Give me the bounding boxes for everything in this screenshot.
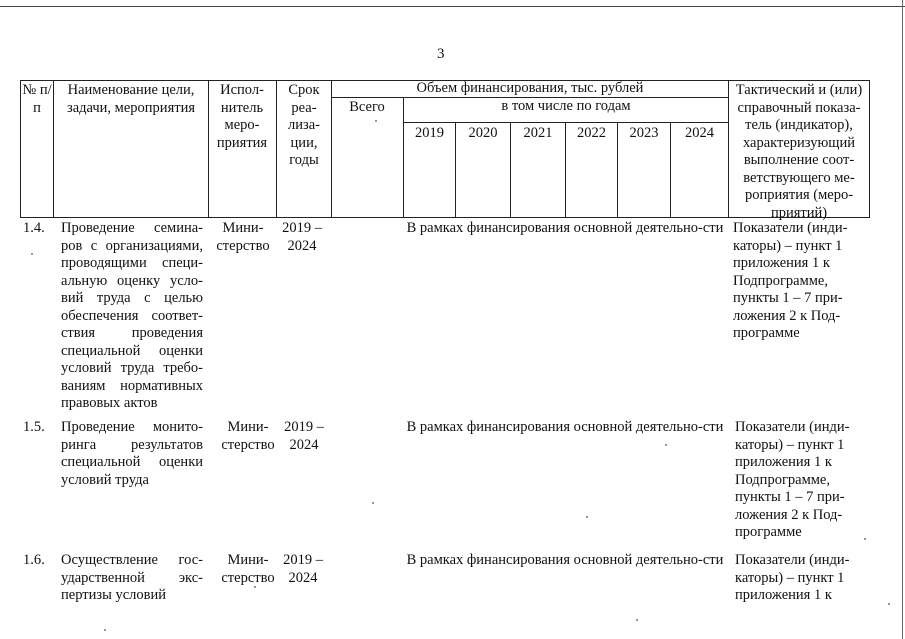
row-number: 1.4. (23, 220, 45, 236)
header-indicator: Тактический и (или) справочный показа-тель (индикатор), характеризующий выполнение соот-ветствующего ме-роприятия (меро-приятий) (735, 82, 863, 221)
header-funding: Объем финансирования, тыс. рублей (416, 80, 644, 96)
header-year-2020: 2020 (468, 125, 498, 141)
row-funding: В рамках финансирования основной деятельно-сти (406, 552, 724, 568)
row-term: 2019 – 2024 (284, 419, 324, 453)
header-year-2022: 2022 (577, 125, 606, 141)
page-top-edge (0, 6, 905, 7)
row-name: Осуществление гос-ударственной экс-пертизы условий (61, 552, 203, 603)
header-executor: Испол-нитель меро-приятия (216, 82, 268, 151)
row-term: 2019 – 2024 (283, 552, 323, 586)
row-name: Проведение семина-ров с организациями, проводящими специ-альную оценку усло-вий труда с целью обеспечения соответ-ствия проведения специальной оценки условий труда требо-ваниям нормативных правовых актов (61, 220, 203, 411)
row-indicator: Показатели (инди-каторы) – пункт 1 приложения 1 к (735, 552, 850, 603)
header-total: Всего (349, 99, 385, 115)
page-right-edge (902, 0, 903, 639)
header-year-2019: 2019 (415, 125, 444, 141)
header-year-2021: 2021 (523, 125, 553, 141)
row-number: 1.6. (23, 552, 45, 568)
row-executor: Мини-стерство (216, 220, 270, 254)
header-name: Наименование цели, задачи, мероприятия (66, 82, 195, 116)
row-indicator: Показатели (инди-каторы) – пункт 1 приложения 1 к Подпрограмме, пункты 1 – 7 при-ложения 2 к Под-программе (733, 220, 848, 341)
header-year-2023: 2023 (629, 125, 659, 141)
header-by-years: в том числе по годам (501, 98, 631, 114)
header-year-2024: 2024 (685, 125, 714, 141)
row-executor: Мини-стерство (221, 552, 275, 586)
row-number: 1.5. (23, 419, 45, 435)
header-term: Срок реа-лиза-ции, годы (288, 82, 320, 168)
page-number: 3 (437, 46, 445, 62)
row-name: Проведение монито-ринга результатов специальной оценки условий труда (61, 419, 203, 488)
row-term: 2019 – 2024 (282, 220, 322, 254)
row-funding: В рамках финансирования основной деятельно-сти (406, 419, 724, 435)
row-indicator: Показатели (инди-каторы) – пункт 1 приложения 1 к Подпрограмме, пункты 1 – 7 при-ложения 2 к Под-программе (735, 419, 850, 540)
header-num: № п/п (22, 82, 52, 116)
row-executor: Мини-стерство (221, 419, 275, 453)
row-funding: В рамках финансирования основной деятельно-сти (406, 220, 724, 236)
